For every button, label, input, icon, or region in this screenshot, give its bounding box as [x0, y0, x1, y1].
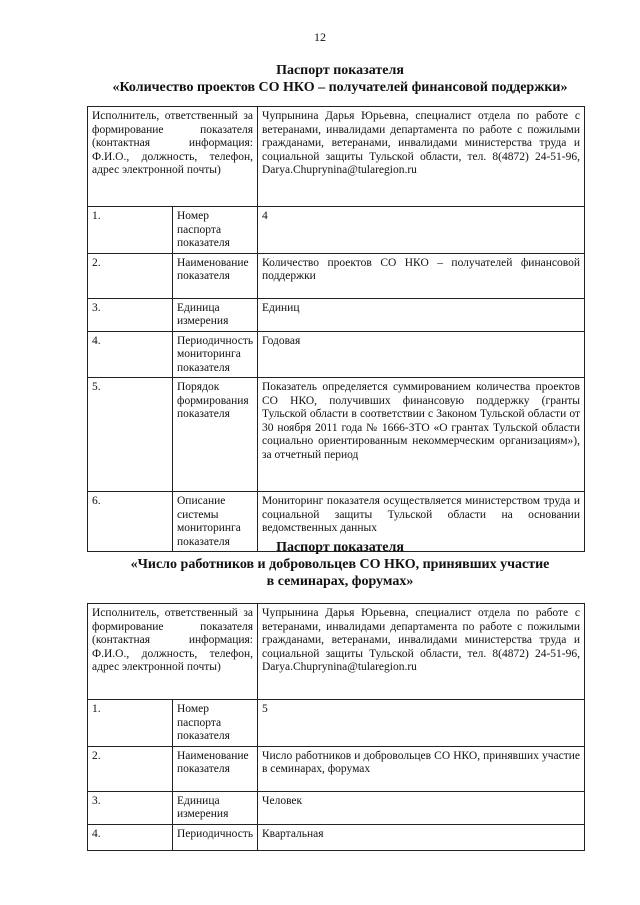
table-row [88, 791, 585, 824]
passport-2-table [87, 603, 585, 851]
row-name: Номер паспорта показателя [173, 700, 258, 747]
executor-label: Исполнитель, ответственный за формирование показателя (контактная информация: Ф.И.О., должность, телефон, адрес электронной почты) [88, 107, 258, 207]
table-row [88, 298, 585, 331]
row-name: Периодичность [173, 824, 258, 850]
row-value: Годовая [258, 331, 585, 378]
row-name: Порядок формирования показателя [173, 378, 258, 492]
passport-1-heading-line2: «Количество проектов СО НКО – получателей финансовой поддержки» [112, 80, 568, 95]
row-value: Количество проектов СО НКО – получателей финансовой поддержки [258, 253, 585, 298]
row-name: Номер паспорта показателя [173, 207, 258, 254]
table-row [88, 253, 585, 298]
table-row [88, 700, 585, 747]
table-row [88, 207, 585, 254]
table-row [88, 378, 585, 492]
passport-1-heading [60, 62, 620, 96]
row-value: Мониторинг показателя осуществляется министерством труда и социальной защиты Тульской области на основании ведомственных данных [258, 492, 585, 552]
row-name: Описание системы мониторинга показателя [173, 492, 258, 552]
row-number: 3. [88, 298, 173, 331]
executor-value: Чупрынина Дарья Юрьевна, специалист отдела по работе с ветеранами, инвалидами департамента по работе с пожилыми гражданами, ветеранами, инвалидами министерства труда и социальной защиты Тульской области, тел. 8(4872) 24-51-96, Darya.Chuprynina@tularegion.ru [258, 107, 585, 207]
row-number: 1. [88, 207, 173, 254]
row-value: Человек [258, 791, 585, 824]
table-row [88, 331, 585, 378]
row-number: 6. [88, 492, 173, 552]
row-name: Наименование показателя [173, 746, 258, 791]
row-value: Единиц [258, 298, 585, 331]
passport-2-heading-line2: «Число работников и добровольцев СО НКО, принявших участие [130, 557, 550, 572]
row-number: 4. [88, 331, 173, 378]
passport-2-heading-line3: в семинарах, форумах» [266, 574, 414, 589]
row-name: Единица измерения [173, 791, 258, 824]
passport-2-heading-line1: Паспорт показателя [276, 540, 404, 555]
row-value: 4 [258, 207, 585, 254]
passport-1-heading-line1: Паспорт показателя [276, 63, 404, 78]
row-name: Периодичность мониторинга показателя [173, 331, 258, 378]
row-value: Квартальная [258, 824, 585, 850]
row-number: 1. [88, 700, 173, 747]
table-row [88, 824, 585, 850]
row-name: Единица измерения [173, 298, 258, 331]
row-value: Число работников и добровольцев СО НКО, принявших участие в семинарах, форумах [258, 746, 585, 791]
row-name: Наименование показателя [173, 253, 258, 298]
table-row [88, 604, 585, 700]
executor-value: Чупрынина Дарья Юрьевна, специалист отдела по работе с ветеранами, инвалидами департамента по работе с пожилыми гражданами, ветеранами, инвалидами министерства труда и социальной защиты Тульской области, тел. 8(4872) 24-51-96, Darya.Chuprynina@tularegion.ru [258, 604, 585, 700]
page-number: 12 [314, 30, 326, 44]
passport-1-table [87, 106, 585, 552]
row-value: 5 [258, 700, 585, 747]
row-number: 4. [88, 824, 173, 850]
table-row [88, 107, 585, 207]
row-number: 3. [88, 791, 173, 824]
row-number: 5. [88, 378, 173, 492]
row-number: 2. [88, 253, 173, 298]
table-row [88, 746, 585, 791]
row-number: 2. [88, 746, 173, 791]
executor-label: Исполнитель, ответственный за формирование показателя (контактная информация: Ф.И.О., должность, телефон, адрес электронной почты) [88, 604, 258, 700]
row-value: Показатель определяется суммированием количества проектов СО НКО, получивших финансовую поддержку (гранты Тульской области в соответствии с Законом Тульской области от 30 ноября 2011 года № 1666-ЗТО «О грантах Тульской области социально ориентированным некоммерческим организациям»), за отчетный период [258, 378, 585, 492]
passport-2-heading [60, 539, 620, 590]
